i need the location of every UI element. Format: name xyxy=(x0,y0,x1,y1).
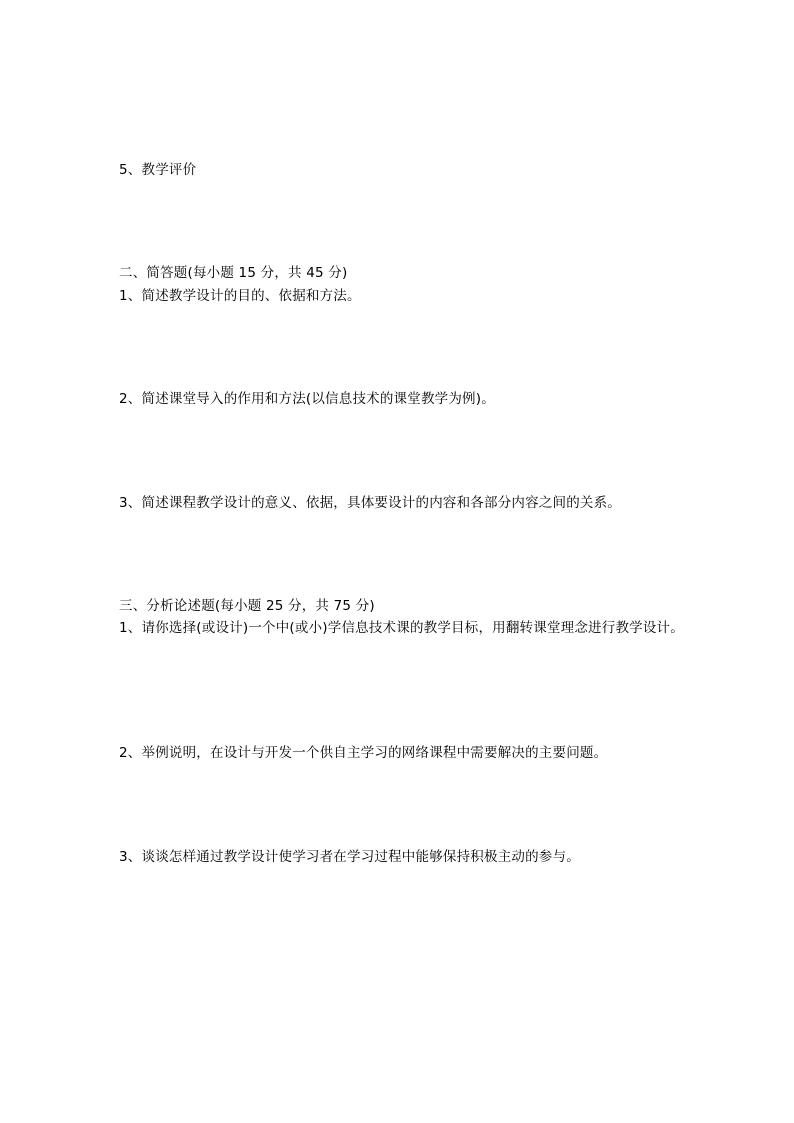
section-2-question-2: 2、简述课堂导入的作用和方法(以信息技术的课堂教学为例)。 xyxy=(119,391,495,407)
section-2-heading: 二、简答题(每小题 15 分，共 45 分) xyxy=(119,265,348,281)
section-3-question-3: 3、谈谈怎样通过教学设计使学习者在学习过程中能够保持积极主动的参与。 xyxy=(119,849,580,865)
section-3-question-1: 1、请你选择(或设计)一个中(或小)学信息技术课的教学目标，用翻转课堂理念进行教学设计。 xyxy=(119,620,684,636)
section-3-heading: 三、分析论述题(每小题 25 分，共 75 分) xyxy=(119,598,375,614)
item-5-teaching-evaluation: 5、教学评价 xyxy=(119,162,197,178)
section-3-question-2: 2、举例说明，在设计与开发一个供自主学习的网络课程中需要解决的主要问题。 xyxy=(119,745,608,761)
section-2-question-3: 3、简述课程教学设计的意义、依据，具体要设计的内容和各部分内容之间的关系。 xyxy=(119,495,621,511)
section-2-question-1: 1、简述教学设计的目的、依据和方法。 xyxy=(119,288,361,304)
